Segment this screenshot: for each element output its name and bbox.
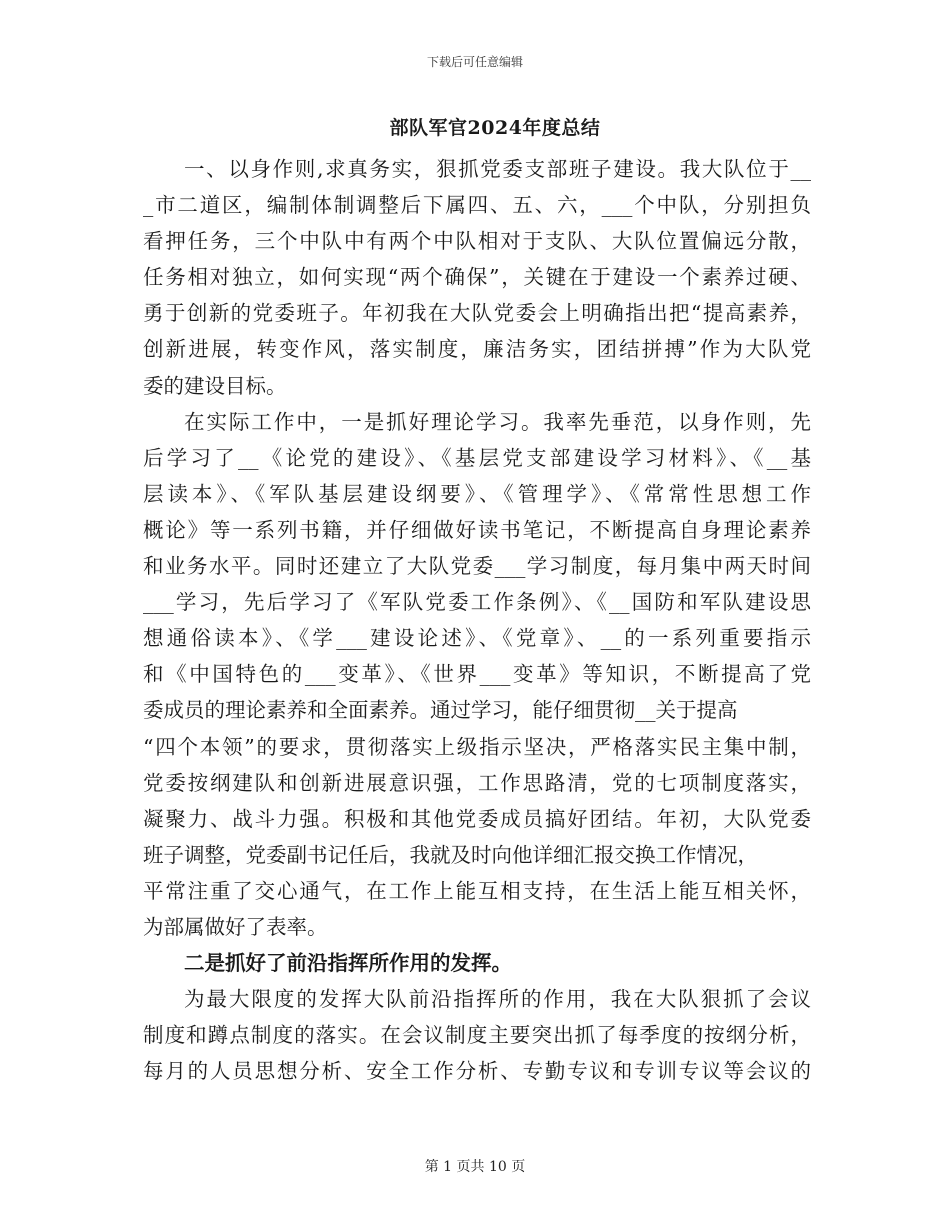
text-line: 勇于创新的党委班子。年初我在大队党委会上明确指出把“提高素养， xyxy=(143,301,811,326)
text-line: 创新进展，转变作风，落实制度，廉洁务实，团结拼搏”作为大队党 xyxy=(143,337,811,362)
text-line: 任务相对独立，如何实现“两个确保”，关键在于建设一个素养过硬、 xyxy=(143,265,811,290)
document-body xyxy=(143,151,811,1089)
text-line: 和《中国特色的___变革》、《世界___变革》等知识，不断提高了党 xyxy=(143,662,811,687)
page-footer: 第 1 页共 10 页 xyxy=(424,1159,526,1175)
text-line: 班子调整，党委副书记任后，我就及时向他详细汇报交换工作情况， xyxy=(143,842,758,867)
text-line: 一、以身作则,求真务实，狠抓党委支部班子建设。我大队位于__ xyxy=(184,157,811,181)
text-line: 平常注重了交心通气，在工作上能互相支持，在生活上能互相关怀， xyxy=(143,878,811,903)
text-line: 看押任务，三个中队中有两个中队相对于支队、大队位置偏远分散， xyxy=(143,229,811,254)
text-line: 为最大限度的发挥大队前沿指挥所的作用，我在大队狠抓了会议 xyxy=(184,987,811,1012)
text-line: 概论》等一系列书籍，并仔细做好读书笔记，不断提高自身理论素养 xyxy=(143,517,811,542)
text-line: 委的建设目标。 xyxy=(143,373,287,398)
document-title: 部队军官2024年度总结 xyxy=(389,117,601,139)
section-heading: 二是抓好了前沿指挥所作用的发挥。 xyxy=(184,951,512,976)
text-line: 凝聚力、战斗力强。积极和其他党委成员搞好团结。年初，大队党委 xyxy=(143,806,811,831)
text-line: 后学习了__《论党的建设》、《基层党支部建设学习材料》、《__基 xyxy=(143,445,811,470)
text-line: ___学习，先后学习了《军队党委工作条例》、《__国防和军队建设思 xyxy=(143,590,811,615)
text-line: 每月的人员思想分析、安全工作分析、专勤专议和专训专议等会议的 xyxy=(143,1059,811,1084)
text-line: 和业务水平。同时还建立了大队党委___学习制度，每月集中两天时间 xyxy=(143,554,811,579)
text-line: 想通俗读本》、《学___建设论述》、《党章》、__的一系列重要指示 xyxy=(143,626,811,651)
text-line: 制度和蹲点制度的落实。在会议制度主要突出抓了每季度的按纲分析， xyxy=(143,1023,811,1048)
text-line: 委成员的理论素养和全面素养。通过学习，能仔细贯彻__关于提高 xyxy=(143,698,738,723)
text-line: 党委按纲建队和创新进展意识强，工作思路清，党的七项制度落实， xyxy=(143,770,811,795)
header-note: 下载后可任意编辑 xyxy=(426,55,523,69)
text-line: “四个本领”的要求，贯彻落实上级指示坚决，严格落实民主集中制， xyxy=(143,734,811,759)
text-line: _市二道区，编制体制调整后下属四、五、六，___个中队，分别担负 xyxy=(143,193,811,218)
text-line: 为部属做好了表率。 xyxy=(143,914,328,939)
text-line: 在实际工作中，一是抓好理论学习。我率先垂范，以身作则，先 xyxy=(184,409,811,434)
text-line: 层读本》、《军队基层建设纲要》、《管理学》、《常常性思想工作 xyxy=(143,481,811,506)
